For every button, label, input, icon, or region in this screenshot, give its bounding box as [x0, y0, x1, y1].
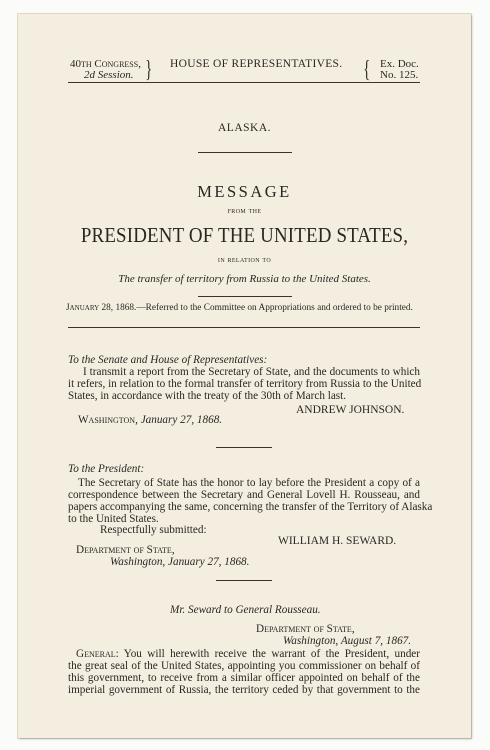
message2-place-date: Washington, January 27, 1868. [110, 556, 250, 568]
message-title: MESSAGE [197, 182, 292, 201]
from-label: from the [227, 206, 262, 215]
letter-addressee: General: [76, 648, 119, 660]
letter-line4: imperial government of Russia, the territory ceded by that government to the [68, 684, 420, 696]
message1-line2: it refers, in relation to the formal transfer of territory from Russia to the United [68, 378, 422, 390]
referral-rule [68, 327, 420, 328]
doc-number-label: No. 125. [380, 69, 419, 81]
johnson-signature: ANDREW JOHNSON. [296, 404, 405, 416]
letter-department: Department of State, [256, 623, 355, 635]
message2-rule [216, 580, 272, 581]
doc-type-label: Ex. Doc. [380, 58, 419, 70]
message1-rule [216, 447, 272, 448]
message2-line4: to the United States. [68, 513, 159, 525]
topic-line: The transfer of territory from Russia to the United States. [118, 273, 371, 285]
title-rule [198, 296, 292, 297]
subject-title: ALASKA. [217, 122, 271, 134]
message1-date: January 27, 1868. [140, 414, 223, 426]
letter-place-date: Washington, August 7, 1867. [283, 635, 412, 647]
message2-line3: papers accompanying the same, concerning the transfer of the Territory of Alaska [68, 501, 433, 513]
salutation-president: To the President: [68, 463, 145, 475]
referral-text: —Referred to the Committee on Appropriations and ordered to be printed. [136, 303, 413, 313]
session-label: 2d Session. [84, 69, 134, 81]
salutation-congress: To the Senate and House of Representatives: [68, 354, 268, 366]
message2-department: Department of State, [76, 544, 175, 556]
letter-heading: Mr. Seward to General Rousseau. [170, 604, 321, 616]
referral-date: January 28, 1868. [66, 303, 137, 313]
subject-rule [198, 152, 292, 153]
letter-line1-text: You will herewith receive the warrant of the President, under [123, 648, 420, 660]
message1-line1: I transmit a report from the Secretary of State, and the documents to which [83, 366, 420, 378]
message2-closing: Respectfully submitted: [100, 524, 207, 536]
right-brace: { [363, 57, 371, 83]
message2-line1: The Secretary of State has the honor to lay before the President a copy of a [78, 477, 420, 489]
letter-line3: this government, to receive from a similar officer appointed on behalf of the [68, 672, 420, 684]
header-rule [68, 82, 420, 83]
message1-line3: States, in accordance with the treaty of the 30th of March last. [68, 390, 347, 402]
left-brace: } [145, 57, 153, 83]
message2-line2: correspondence between the Secretary and General Lovell H. Rousseau, and [68, 489, 420, 501]
house-label: HOUSE OF REPRESENTATIVES. [170, 58, 343, 70]
president-title: PRESIDENT OF THE UNITED STATES, [80, 223, 409, 247]
congress-label: 40th Congress, [70, 58, 141, 70]
letter-line1 [76, 648, 420, 660]
referral-line [66, 303, 413, 313]
message1-place: Washington, [78, 414, 138, 426]
document-page [18, 14, 471, 738]
seward-signature: WILLIAM H. SEWARD. [278, 535, 397, 547]
message1-dateline [78, 414, 222, 426]
relation-label: in relation to [217, 255, 272, 264]
letter-line2: the great seal of the United States, appointing you commissioner on behalf of [68, 660, 420, 672]
